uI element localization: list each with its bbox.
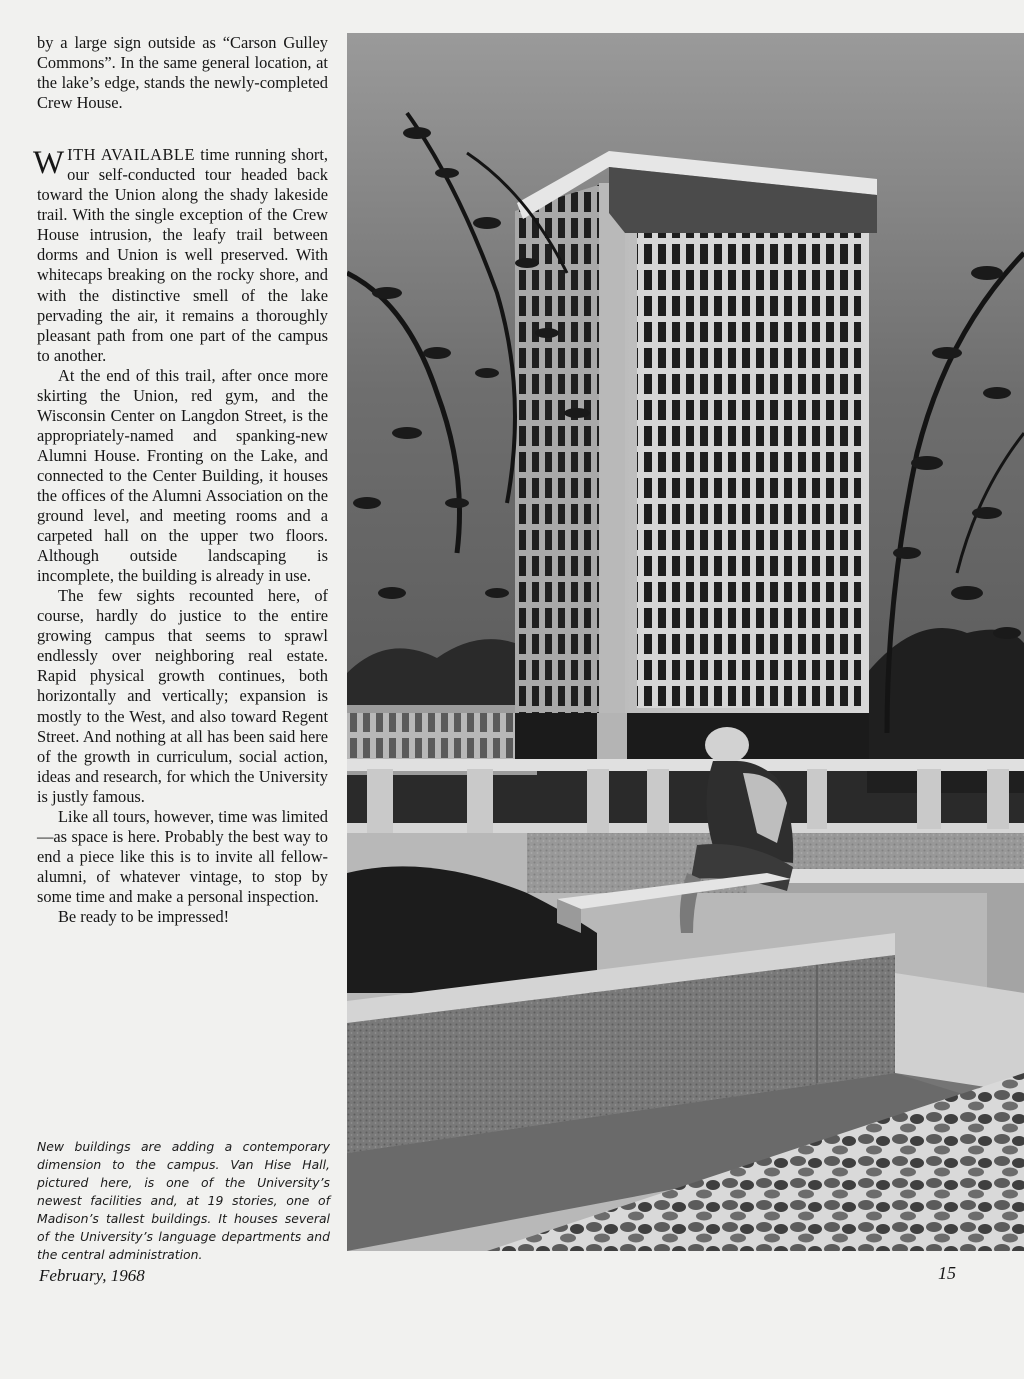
article-paragraph-2 [33,145,328,366]
lead-in-caps: ITH AVAILABLE [67,145,195,165]
article-paragraph-6: Be ready to be impressed! [58,906,230,926]
issue-date: February, 1968 [39,1266,145,1285]
article-paragraph-5: Like all tours, however, time was limited—as space is here. Probably the best way to end a piece like this is to invite all fellow-alumni, of whatever vintage, to stop by some time and make a personal inspection. [37,806,328,906]
photo-caption: New buildings are adding a contemporary dimension to the campus. Van Hise Hall, pictured here, is one of the University’s newest facilities and, at 19 stories, one of Madison’s tallest buildings. It houses several of the University’s language departments and the central administration. [37,1139,330,1262]
page-number: 15 [938,1263,956,1283]
paragraph-2-text: time running short, our self-conducted tour headed back toward the Union along the shady lakeside trail. With the single exception of the Crew House intrusion, the leafy trail between dorms and Union is well preserved. With whitecaps breaking on the rocky shore, and with the distinctive smell of the lake pervading the air, it remains a thoroughly pleasant path from one part of the campus to another. [37,145,328,365]
van-hise-hall-photo [347,33,1024,1251]
article-column [33,33,328,927]
article-paragraph-3: At the end of this trail, after once more skirting the Union, red gym, and the Wisconsin Center on Langdon Street, is the appropriately-named and spanking-new Alumni House. Fronting on the Lake, and connected to the Center Building, it houses the offices of the Alumni Association on the ground level, and meeting rooms and a carpeted hall on the upper two floors. Although outside landscaping is incomplete, the building is already in use. [37,365,328,586]
article-paragraph-1: by a large sign outside as “Carson Gulley Commons”. In the same general location, at the lake’s edge, stands the newly-completed Crew House. [37,33,328,113]
drop-cap: W [33,145,65,182]
article-paragraph-4: The few sights recounted here, of course, hardly do justice to the entire growing campus that seems to sprawl endlessly over neighboring real estate. Rapid physical growth continues, both horizontally and vertically; expansion is mostly to the West, and also toward Regent Street. And nothing at all has been said here of the growth in curriculum, social action, ideas and research, for which the University is justly famous. [37,586,328,806]
